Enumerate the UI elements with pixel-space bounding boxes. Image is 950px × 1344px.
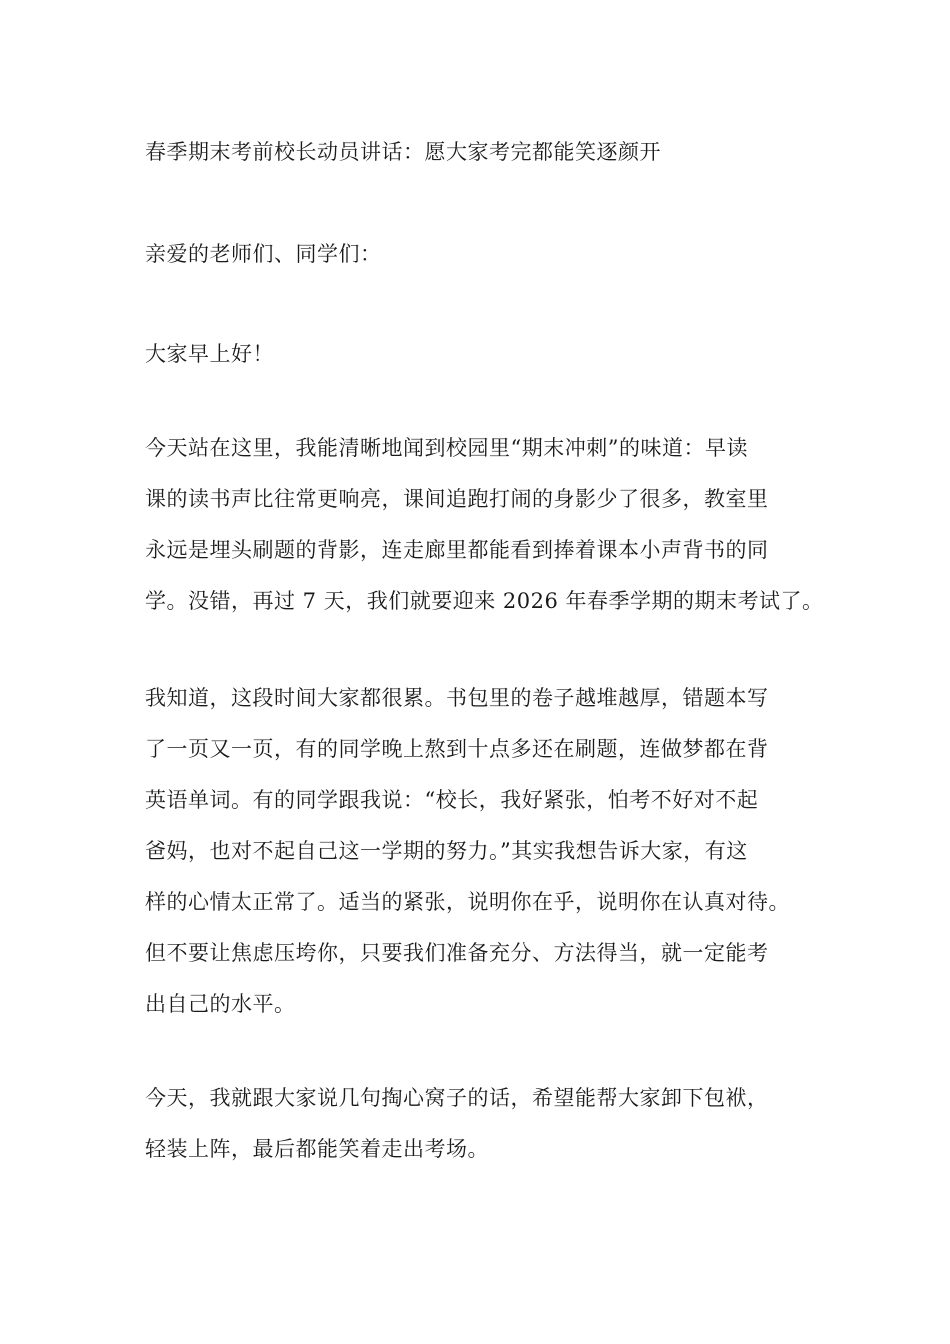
document-title: 春季期末考前校长动员讲话：愿大家考完都能笑逐颜开 [145,140,661,164]
paragraph-line: 今天站在这里，我能清晰地闻到校园里“期末冲刺”的味道：早读 [145,436,748,460]
greeting: 大家早上好！ [145,342,274,366]
paragraph-line: 英语单词。有的同学跟我说：“校长，我好紧张，怕考不好对不起 [145,788,759,812]
paragraph-line: 永远是埋头刷题的背影，连走廊里都能看到捧着课本小声背书的同 [145,538,769,562]
paragraph-line: 我知道，这段时间大家都很累。书包里的卷子越堆越厚，错题本写 [145,686,769,710]
paragraph-line: 出自己的水平。 [145,992,296,1016]
paragraph-line: 爸妈，也对不起自己这一学期的努力。”其实我想告诉大家，有这 [145,839,748,863]
paragraph-line: 了一页又一页，有的同学晚上熬到十点多还在刷题，连做梦都在背 [145,737,769,761]
paragraph-line: 轻装上阵，最后都能笑着走出考场。 [145,1137,489,1161]
paragraph-line: 但不要让焦虑压垮你，只要我们准备充分、方法得当，就一定能考 [145,941,769,965]
paragraph-line: 今天，我就跟大家说几句掏心窝子的话，希望能帮大家卸下包袱， [145,1086,769,1110]
paragraph-line: 样的心情太正常了。适当的紧张，说明你在乎，说明你在认真对待。 [145,890,790,914]
salutation: 亲爱的老师们、同学们： [145,242,382,266]
paragraph-line: 学。没错，再过 7 天，我们就要迎来 2026 年春季学期的期末考试了。 [145,589,824,613]
paragraph-line: 课的读书声比往常更响亮，课间追跑打闹的身影少了很多，教室里 [145,487,769,511]
